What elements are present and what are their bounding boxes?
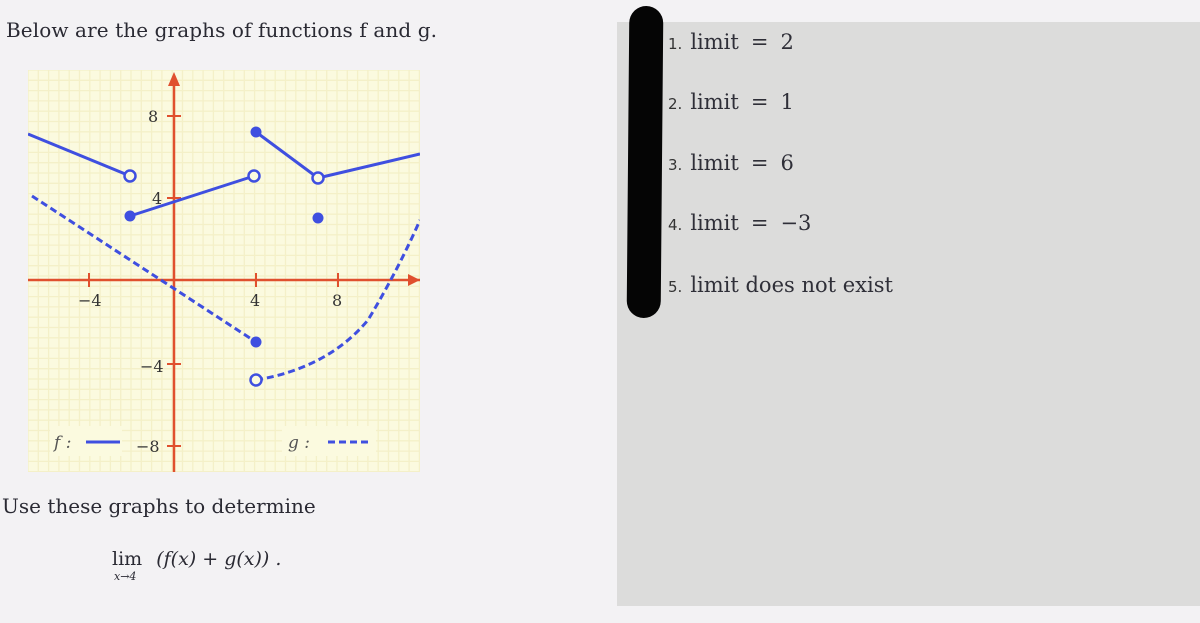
y-tick-label-neg8: −8 — [136, 437, 160, 456]
question-intro: Below are the graphs of functions f and g. — [6, 18, 438, 42]
limit-expression — [112, 548, 282, 583]
graph-svg — [28, 70, 420, 472]
option-number: 5. — [668, 278, 683, 296]
limit-operator: lim — [112, 548, 143, 570]
g-closed-point-at-4 — [251, 337, 262, 348]
y-tick-label-8: 8 — [148, 107, 159, 126]
option-value: −3 — [780, 211, 812, 235]
answer-option-2[interactable] — [668, 90, 794, 114]
y-tick-label-4: 4 — [152, 189, 163, 208]
option-equals: = — [750, 90, 769, 114]
f-open-point-right — [313, 173, 324, 184]
f-open-point-at-4 — [249, 171, 260, 182]
option-value: 1 — [780, 90, 794, 114]
limit-function-expression: (f(x) + g(x)) . — [156, 548, 282, 570]
f-closed-point-left — [125, 211, 136, 222]
option-value: 2 — [780, 30, 794, 54]
f-closed-point-at-4 — [251, 127, 262, 138]
answer-option-3[interactable] — [668, 151, 794, 175]
option-equals: = — [750, 151, 769, 175]
option-number: 4. — [668, 216, 683, 234]
x-tick-label-8: 8 — [332, 291, 343, 310]
g-open-point-at-4 — [251, 375, 262, 386]
option-number: 3. — [668, 156, 683, 174]
option-label: limit does not exist — [690, 273, 893, 297]
option-label: limit — [690, 211, 739, 235]
option-number: 1. — [668, 35, 683, 53]
option-number: 2. — [668, 95, 683, 113]
f-open-point-left — [125, 171, 136, 182]
legend-f-label: f : — [54, 433, 72, 453]
instruction-text: Use these graphs to determine — [2, 494, 316, 518]
answer-option-4[interactable] — [668, 211, 811, 235]
option-value: 6 — [780, 151, 794, 175]
answer-option-5[interactable] — [668, 273, 893, 297]
redaction-mark — [627, 6, 664, 318]
option-equals: = — [750, 30, 769, 54]
option-equals: = — [750, 211, 769, 235]
legend-g-label: g : — [288, 433, 311, 453]
option-label: limit — [690, 151, 739, 175]
option-label: limit — [690, 90, 739, 114]
limit-subscript: x→4 — [114, 570, 137, 583]
y-tick-label-neg4: −4 — [140, 357, 164, 376]
option-label: limit — [690, 30, 739, 54]
f-isolated-point — [313, 213, 324, 224]
function-graphs — [28, 70, 420, 472]
x-tick-label-neg4: −4 — [78, 291, 102, 310]
answer-option-1[interactable] — [668, 30, 794, 54]
x-tick-label-4: 4 — [250, 291, 261, 310]
